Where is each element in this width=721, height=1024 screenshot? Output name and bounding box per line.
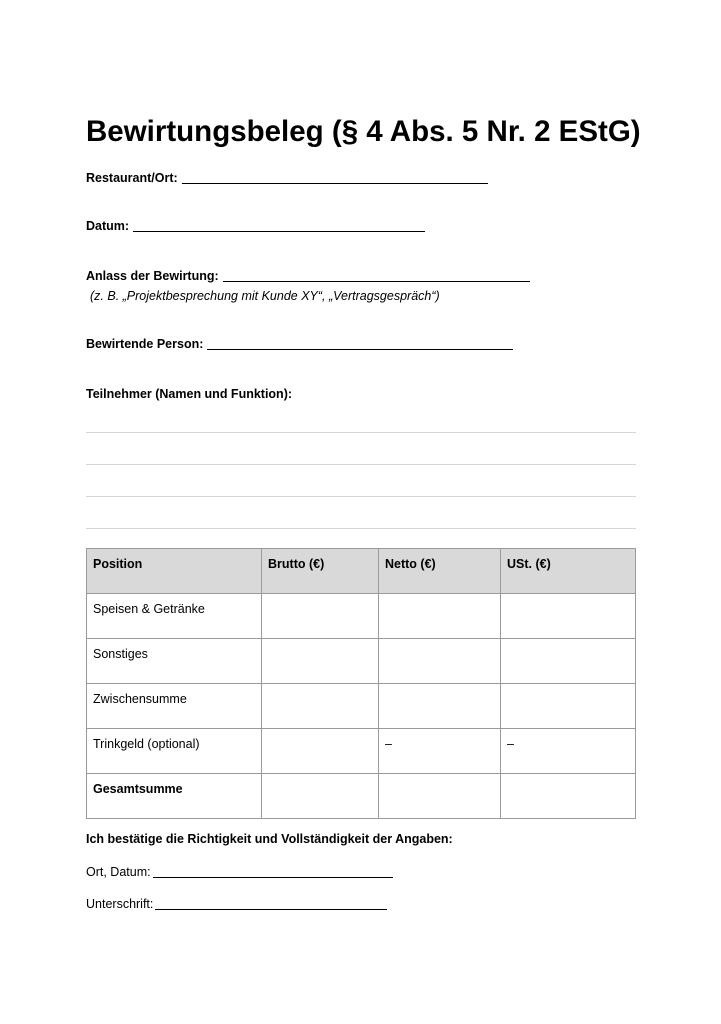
brutto-cell[interactable] — [262, 594, 379, 639]
netto-cell: – — [379, 729, 501, 774]
teilnehmer-label: Teilnehmer (Namen und Funktion): — [86, 387, 293, 401]
netto-cell[interactable] — [379, 774, 501, 819]
unterschrift-input-line[interactable] — [155, 908, 387, 910]
anlass-label: Anlass der Bewirtung: — [86, 269, 219, 283]
anlass-hint: (z. B. „Projektbesprechung mit Kunde XY“, „Vertragsgespräch“) — [90, 289, 440, 303]
teilnehmer-line[interactable] — [86, 528, 636, 529]
table-row — [87, 729, 636, 774]
datum-field — [86, 219, 425, 233]
bewirtende-person-label: Bewirtende Person: — [86, 337, 204, 351]
bewirtende-person-input-line[interactable] — [207, 348, 513, 350]
position-cell: Speisen & Getränke — [87, 594, 262, 639]
column-header-brutto: Brutto (€) — [262, 549, 379, 594]
anlass-input-line[interactable] — [223, 280, 530, 282]
table-row — [87, 594, 636, 639]
bewirtende-person-field — [86, 337, 513, 351]
column-header-ust: USt. (€) — [501, 549, 636, 594]
brutto-cell[interactable] — [262, 729, 379, 774]
page-title: Bewirtungsbeleg (§ 4 Abs. 5 Nr. 2 EStG) — [86, 115, 641, 148]
datum-label: Datum: — [86, 219, 130, 233]
position-cell: Gesamtsumme — [87, 774, 262, 819]
confirmation-statement: Ich bestätige die Richtigkeit und Vollständigkeit der Angaben: — [86, 832, 453, 846]
netto-cell[interactable] — [379, 684, 501, 729]
teilnehmer-field — [86, 387, 292, 401]
position-cell: Trinkgeld (optional) — [87, 729, 262, 774]
table-row — [87, 639, 636, 684]
restaurant-input-line[interactable] — [182, 182, 488, 184]
brutto-cell[interactable] — [262, 684, 379, 729]
position-cell: Zwischensumme — [87, 684, 262, 729]
ust-cell[interactable] — [501, 774, 636, 819]
table-row-total — [87, 774, 636, 819]
netto-cell[interactable] — [379, 594, 501, 639]
ust-cell[interactable] — [501, 639, 636, 684]
datum-input-line[interactable] — [133, 230, 425, 232]
ort-datum-field — [86, 865, 393, 879]
table-row — [87, 684, 636, 729]
unterschrift-label: Unterschrift: — [86, 897, 154, 911]
ort-datum-label: Ort, Datum: — [86, 865, 151, 879]
ust-cell[interactable] — [501, 594, 636, 639]
netto-cell[interactable] — [379, 639, 501, 684]
restaurant-field — [86, 171, 488, 185]
brutto-cell[interactable] — [262, 639, 379, 684]
table-header-row — [87, 549, 636, 594]
brutto-cell[interactable] — [262, 774, 379, 819]
unterschrift-field — [86, 897, 387, 911]
ust-cell: – — [501, 729, 636, 774]
teilnehmer-line[interactable] — [86, 464, 636, 465]
position-cell: Sonstiges — [87, 639, 262, 684]
anlass-field — [86, 269, 530, 283]
teilnehmer-line[interactable] — [86, 496, 636, 497]
column-header-netto: Netto (€) — [379, 549, 501, 594]
ort-datum-input-line[interactable] — [153, 876, 393, 878]
restaurant-label: Restaurant/Ort: — [86, 171, 178, 185]
column-header-position: Position — [87, 549, 262, 594]
positions-table — [86, 548, 636, 819]
teilnehmer-line[interactable] — [86, 432, 636, 433]
ust-cell[interactable] — [501, 684, 636, 729]
